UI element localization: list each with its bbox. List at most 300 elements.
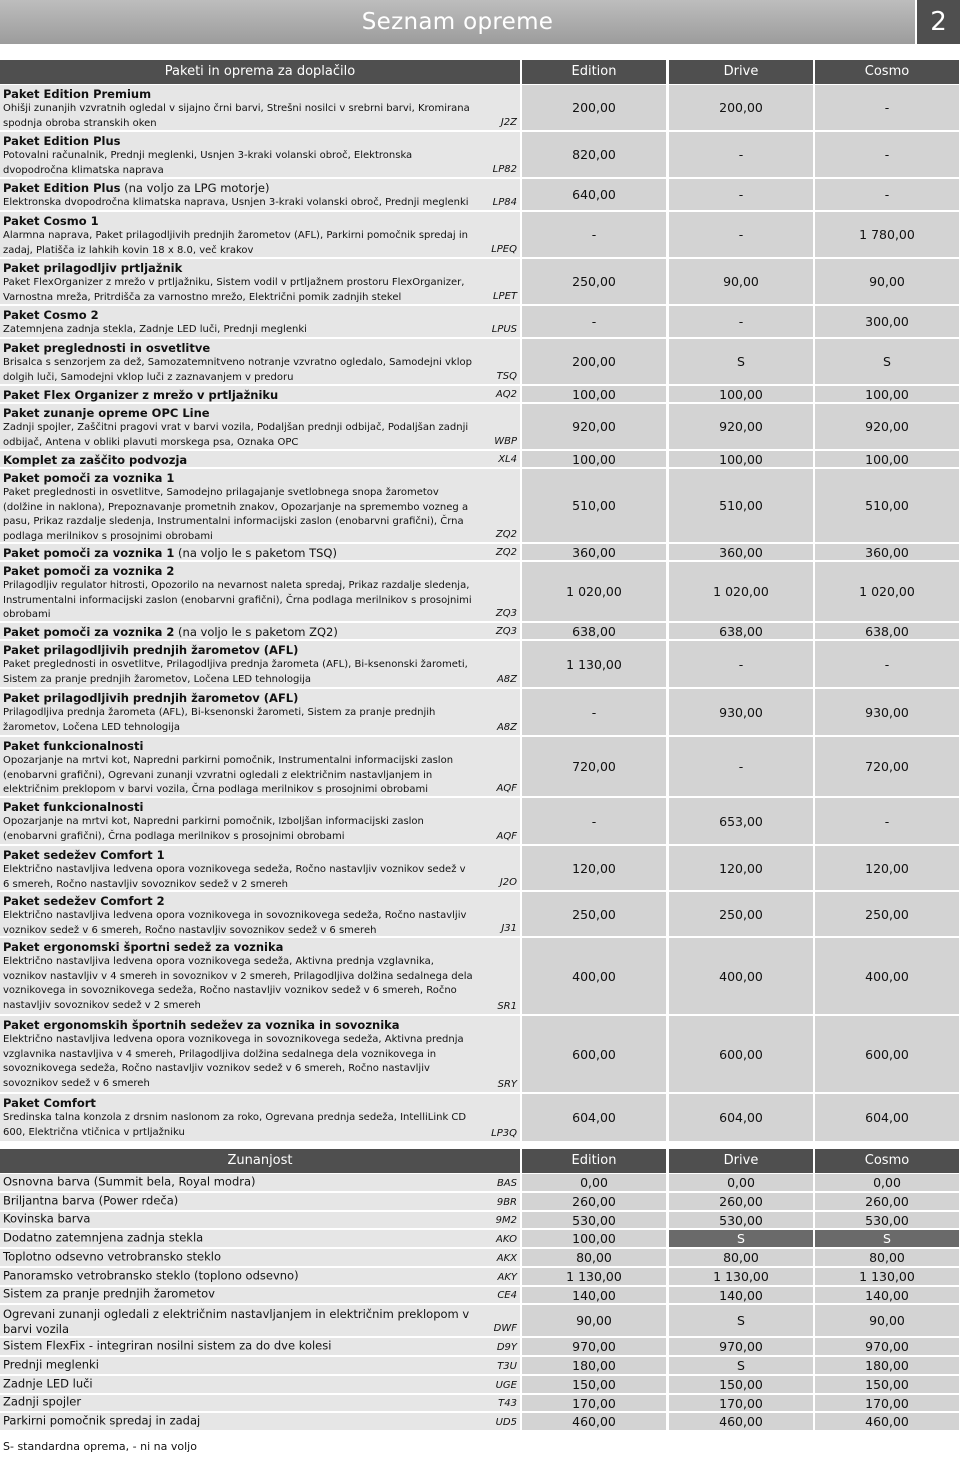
package-description-cell <box>0 737 520 796</box>
package-option-code: LP3Q <box>491 1128 517 1139</box>
package-option-code: J2O <box>499 877 517 888</box>
package-description-cell <box>0 339 520 384</box>
exterior-price-drive: S <box>669 1305 813 1336</box>
package-description-cell <box>0 689 520 735</box>
exterior-price-edition: 90,00 <box>522 1305 666 1336</box>
package-name: Paket Edition Premium <box>3 87 152 101</box>
exterior-row <box>0 1174 960 1191</box>
package-prices <box>522 1094 960 1141</box>
package-option-code: AQF <box>496 783 517 794</box>
package-price-cosmo: 400,00 <box>815 938 959 1014</box>
package-price-edition: 604,00 <box>522 1094 666 1141</box>
package-name: Paket pomoči za voznika 1 (na voljo le s paketom TSQ) <box>3 546 337 560</box>
package-price-edition: 360,00 <box>522 544 666 560</box>
package-price-drive: 250,00 <box>669 892 813 936</box>
exterior-header-bar <box>0 1149 520 1173</box>
package-option-code: ZQ2 <box>495 529 517 540</box>
exterior-description-cell <box>0 1395 520 1411</box>
exterior-col-cosmo: Cosmo <box>815 1149 959 1173</box>
package-description-cell <box>0 938 520 1014</box>
package-name: Paket pomoči za voznika 2 (na voljo le s paketom ZQ2) <box>3 625 338 639</box>
package-option-code: J2Z <box>500 117 517 128</box>
package-description: Ohišji zunanjih vzvratnih ogledal v sijajno črni barvi, Strešni nosilci v srebrni barvi, Kromirana spodnja obroba stranskih oken <box>3 103 470 129</box>
exterior-description-cell <box>0 1305 520 1336</box>
exterior-row <box>0 1338 960 1355</box>
package-name: Paket sedežev Comfort 1 <box>3 848 165 862</box>
package-description-cell <box>0 1094 520 1141</box>
package-prices <box>522 339 960 384</box>
exterior-section-title: Zunanjost <box>227 1153 293 1168</box>
package-price-drive: - <box>669 212 813 257</box>
package-price-edition: 400,00 <box>522 938 666 1014</box>
package-option-code: AQF <box>496 831 517 842</box>
package-row <box>0 212 960 257</box>
package-price-cosmo: S <box>815 339 959 384</box>
package-description-cell <box>0 386 520 402</box>
package-price-cosmo: 930,00 <box>815 689 959 735</box>
package-description: Paket FlexOrganizer z mrežo v prtljažniku, Sistem vodil v prtljažnem prostoru FlexOrganizer, Varnostna mreža, Pritrdišča za varnostno mrežo, Električni pomik zadnjih stekel <box>3 277 465 303</box>
package-option-code: ZQ3 <box>495 608 517 619</box>
exterior-description-cell <box>0 1230 520 1247</box>
packages-col-cosmo: Cosmo <box>815 60 959 84</box>
page-title: Seznam opreme <box>361 9 554 35</box>
exterior-price-edition: 0,00 <box>522 1174 666 1191</box>
package-description: Prilagodljiva prednja žarometa (AFL), Bi-ksenonski žarometi, Sistem za pranje prednjih žarometov, Ločena LED tehnologija <box>3 707 436 733</box>
exterior-row <box>0 1193 960 1210</box>
package-price-edition: 200,00 <box>522 85 666 130</box>
package-row <box>0 798 960 844</box>
exterior-price-drive: 140,00 <box>669 1287 813 1303</box>
exterior-name: Prednji meglenki <box>3 1357 99 1372</box>
exterior-price-cosmo: 180,00 <box>815 1357 959 1374</box>
package-description: Brisalca s senzorjem za dež, Samozatemnitveno notranje vzvratno ogledalo, Samodejni vklop dolgih luči, Samodejni vklop luči z zaznavanjem v predoru <box>3 357 472 383</box>
package-row <box>0 1016 960 1092</box>
package-row <box>0 386 960 402</box>
exterior-name: Sistem za pranje prednjih žarometov <box>3 1287 215 1301</box>
package-price-drive: 100,00 <box>669 386 813 402</box>
exterior-price-drive: 1 130,00 <box>669 1268 813 1285</box>
exterior-description-cell <box>0 1212 520 1228</box>
exterior-name: Dodatno zatemnjena zadnja stekla <box>3 1230 204 1245</box>
exterior-price-cosmo: 260,00 <box>815 1193 959 1210</box>
package-price-edition: 920,00 <box>522 404 666 449</box>
package-price-edition: 1 020,00 <box>522 562 666 621</box>
exterior-prices <box>522 1268 960 1285</box>
page-header <box>0 0 960 44</box>
exterior-prices <box>522 1249 960 1266</box>
package-option-code: LP84 <box>492 197 517 208</box>
package-option-code: LPEQ <box>491 244 517 255</box>
package-price-drive: 510,00 <box>669 469 813 542</box>
package-price-edition: 638,00 <box>522 623 666 639</box>
exterior-prices <box>522 1376 960 1393</box>
exterior-description-cell <box>0 1268 520 1285</box>
exterior-description-cell <box>0 1338 520 1355</box>
exterior-name: Zadnji spojler <box>3 1395 82 1409</box>
exterior-price-drive: 150,00 <box>669 1376 813 1393</box>
package-option-code: LPUS <box>491 324 517 335</box>
package-name: Paket Flex Organizer z mrežo v prtljažniku <box>3 388 279 402</box>
package-description: Zatemnjena zadnja stekla, Zadnje LED luči, Prednji meglenki <box>3 324 307 335</box>
exterior-price-edition: 100,00 <box>522 1230 666 1247</box>
exterior-name: Kovinska barva <box>3 1212 91 1226</box>
package-price-edition: 820,00 <box>522 132 666 177</box>
package-prices <box>522 451 960 467</box>
package-price-cosmo: - <box>815 798 959 844</box>
package-description-cell <box>0 259 520 304</box>
exterior-prices <box>522 1357 960 1374</box>
package-row <box>0 85 960 130</box>
exterior-row <box>0 1287 960 1303</box>
exterior-option-code: UGE <box>495 1380 517 1391</box>
package-name: Paket funkcionalnosti <box>3 800 144 814</box>
package-description-cell <box>0 892 520 936</box>
package-price-edition: 100,00 <box>522 386 666 402</box>
package-name: Paket Edition Plus <box>3 134 121 148</box>
package-name: Paket prilagodljiv prtljažnik <box>3 261 183 275</box>
exterior-option-code: UD5 <box>495 1417 517 1428</box>
package-price-cosmo: 720,00 <box>815 737 959 796</box>
package-prices <box>522 404 960 449</box>
package-description-cell <box>0 469 520 542</box>
package-name-note: (na voljo le s paketom TSQ) <box>174 546 337 560</box>
exterior-name: Parkirni pomočnik spredaj in zadaj <box>3 1413 201 1428</box>
package-prices <box>522 737 960 796</box>
exterior-row <box>0 1305 960 1336</box>
package-option-code: J31 <box>501 923 517 934</box>
package-row <box>0 938 960 1014</box>
exterior-price-edition: 970,00 <box>522 1338 666 1355</box>
package-option-code: XL4 <box>498 454 517 465</box>
exterior-prices <box>522 1193 960 1210</box>
package-price-cosmo: 1 780,00 <box>815 212 959 257</box>
exterior-price-drive: 0,00 <box>669 1174 813 1191</box>
exterior-prices <box>522 1413 960 1430</box>
package-price-drive: S <box>669 339 813 384</box>
package-prices <box>522 132 960 177</box>
exterior-price-cosmo: 530,00 <box>815 1212 959 1228</box>
package-description: Paket preglednosti in osvetlitve, Samodejno prilagajanje svetlobnega snopa žarometov (dolžine in naklona), Prepoznavanje prometnih znakov, Opozarjanje na spremembo vozneg a pasu, Prikaz razdalje sledenja, Instrumentalni informacijski zaslon (enobarvni grafični), Črna podlaga merilnikov s prosojnimi obrobami <box>3 487 469 542</box>
package-prices <box>522 641 960 687</box>
exterior-name: Panoramsko vetrobransko steklo (toplono odsevno) <box>3 1268 299 1283</box>
package-name: Paket prilagodljivih prednjih žarometov (AFL) <box>3 643 299 657</box>
package-row <box>0 562 960 621</box>
package-description: Električno nastavljiva ledvena opora voznikovega in sovoznikovega sedeža, Ročno nastavljiv voznikov sedež v 6 smereh, Ročno nastavljiv sovoznikov sedež v 6 smereh <box>3 910 467 936</box>
exterior-price-drive: S <box>669 1357 813 1374</box>
exterior-price-cosmo: 140,00 <box>815 1287 959 1303</box>
package-row <box>0 1094 960 1141</box>
packages-col-edition: Edition <box>522 60 666 84</box>
package-price-edition: 120,00 <box>522 846 666 890</box>
exterior-price-cosmo: 970,00 <box>815 1338 959 1355</box>
exterior-option-code: 9BR <box>496 1197 517 1208</box>
exterior-price-edition: 1 130,00 <box>522 1268 666 1285</box>
package-description: Opozarjanje na mrtvi kot, Napredni parkirni pomočnik, Izboljšan informacijski zaslon (enobarvni grafični), Črna podlaga merilnikov s prosojnimi obrobami <box>3 816 424 842</box>
exterior-option-code: 9M2 <box>495 1215 517 1226</box>
package-description-cell <box>0 562 520 621</box>
package-price-edition: 600,00 <box>522 1016 666 1092</box>
exterior-price-edition: 150,00 <box>522 1376 666 1393</box>
exterior-row <box>0 1413 960 1430</box>
package-price-edition: - <box>522 212 666 257</box>
exterior-price-cosmo: 1 130,00 <box>815 1268 959 1285</box>
package-prices <box>522 562 960 621</box>
package-prices <box>522 846 960 890</box>
exterior-option-code: BAS <box>496 1178 517 1189</box>
exterior-prices <box>522 1174 960 1191</box>
package-name: Paket zunanje opreme OPC Line <box>3 406 210 420</box>
package-name: Paket Cosmo 2 <box>3 308 99 322</box>
package-price-cosmo: 638,00 <box>815 623 959 639</box>
page-number: 2 <box>917 0 960 44</box>
package-price-edition: 250,00 <box>522 259 666 304</box>
package-price-cosmo: - <box>815 132 959 177</box>
exterior-price-drive: S <box>669 1230 813 1247</box>
exterior-row <box>0 1376 960 1393</box>
package-price-edition: 640,00 <box>522 179 666 210</box>
exterior-name: Zadnje LED luči <box>3 1376 93 1391</box>
package-description-cell <box>0 641 520 687</box>
package-price-cosmo: 600,00 <box>815 1016 959 1092</box>
exterior-row <box>0 1268 960 1285</box>
package-option-code: ZQ2 <box>495 547 517 558</box>
package-price-edition: - <box>522 798 666 844</box>
exterior-row <box>0 1357 960 1374</box>
package-description: Opozarjanje na mrtvi kot, Napredni parkirni pomočnik, Instrumentalni informacijski zaslon (enobarvni grafični), Ogrevani zunanji vzvratni ogledali z električnim nastavljanjem in električnim preklopom v barvi vozila, Črna podlaga merilnikov s prosojnimi obrobami <box>3 755 454 796</box>
package-price-drive: - <box>669 737 813 796</box>
package-description: Prilagodljiv regulator hitrosti, Opozorilo na nevarnost naleta spredaj, Prikaz razdalje sledenja, Instrumentalni informacijski zaslon (enobarvni grafični), Črna podlaga merilnikov s prosojnimi obrobami <box>3 580 472 621</box>
exterior-description-cell <box>0 1287 520 1303</box>
package-option-code: TSQ <box>496 371 517 382</box>
package-price-edition: 100,00 <box>522 451 666 467</box>
package-price-drive: 920,00 <box>669 404 813 449</box>
package-price-drive: 604,00 <box>669 1094 813 1141</box>
package-price-drive: - <box>669 132 813 177</box>
package-description-cell <box>0 179 520 210</box>
package-prices <box>522 306 960 337</box>
exterior-price-edition: 170,00 <box>522 1395 666 1411</box>
package-row <box>0 892 960 936</box>
package-name: Paket pomoči za voznika 1 <box>3 471 175 485</box>
exterior-price-cosmo: 150,00 <box>815 1376 959 1393</box>
exterior-price-edition: 460,00 <box>522 1413 666 1430</box>
package-price-drive: 100,00 <box>669 451 813 467</box>
package-price-cosmo: 90,00 <box>815 259 959 304</box>
package-row <box>0 451 960 467</box>
package-description-cell <box>0 404 520 449</box>
package-row <box>0 259 960 304</box>
exterior-option-code: D9Y <box>496 1342 517 1353</box>
package-price-edition: 1 130,00 <box>522 641 666 687</box>
package-row <box>0 737 960 796</box>
exterior-description-cell <box>0 1357 520 1374</box>
package-description-cell <box>0 846 520 890</box>
exterior-description-cell <box>0 1193 520 1210</box>
exterior-option-code: AKO <box>495 1234 517 1245</box>
exterior-row <box>0 1212 960 1228</box>
package-description: Elektronska dvopodročna klimatska naprava, Usnjen 3-kraki volanski obroč, Prednji meglenki <box>3 197 469 208</box>
exterior-option-code: DWF <box>493 1323 517 1334</box>
package-description: Električno nastavljiva ledvena opora voznikovega sedeža, Ročno nastavljiv voznikov sedež v 6 smereh, Ročno nastavljiv sovoznikov sedež v 2 smereh <box>3 864 466 890</box>
package-price-drive: - <box>669 641 813 687</box>
package-name: Paket ergonomskih športnih sedežev za voznika in sovoznika <box>3 1018 400 1032</box>
package-price-cosmo: - <box>815 179 959 210</box>
package-name: Paket sedežev Comfort 2 <box>3 894 165 908</box>
package-price-drive: 638,00 <box>669 623 813 639</box>
package-description-cell <box>0 132 520 177</box>
exterior-price-drive: 460,00 <box>669 1413 813 1430</box>
package-name-note: (na voljo le s paketom ZQ2) <box>174 625 338 639</box>
exterior-price-cosmo: 170,00 <box>815 1395 959 1411</box>
package-description: Paket preglednosti in osvetlitve, Prilagodljiva prednja žarometa (AFL), Bi-ksenonski žarometi, Sistem za pranje prednjih žarometov, Ločena LED tehnologija <box>3 659 468 685</box>
exterior-price-cosmo: 90,00 <box>815 1305 959 1336</box>
exterior-description-cell <box>0 1376 520 1393</box>
package-description: Sredinska talna konzola z drsnim naslonom za roko, Ogrevana prednja sedeža, IntelliLink CD 600, Električna vtičnica v prtljažniku <box>3 1112 467 1138</box>
package-prices <box>522 798 960 844</box>
package-prices <box>522 544 960 560</box>
package-price-cosmo: 1 020,00 <box>815 562 959 621</box>
package-price-drive: 1 020,00 <box>669 562 813 621</box>
exterior-price-drive: 970,00 <box>669 1338 813 1355</box>
packages-section-title: Paketi in oprema za doplačilo <box>164 64 356 79</box>
exterior-price-cosmo: 460,00 <box>815 1413 959 1430</box>
footnote: S- standardna oprema, - ni na voljo <box>3 1440 197 1453</box>
package-price-edition: 510,00 <box>522 469 666 542</box>
package-name: Paket Cosmo 1 <box>3 214 99 228</box>
exterior-option-code: AKX <box>496 1253 517 1264</box>
package-price-cosmo: 604,00 <box>815 1094 959 1141</box>
package-prices <box>522 179 960 210</box>
exterior-name: Osnovna barva (Summit bela, Royal modra) <box>3 1174 256 1189</box>
package-name: Paket Comfort <box>3 1096 96 1110</box>
exterior-col-edition: Edition <box>522 1149 666 1173</box>
package-row <box>0 404 960 449</box>
package-description: Električno nastavljiva ledvena opora voznikovega sedeža, Aktivna prednja vzglavnika, voznikov nastavljiv v 4 smereh in sovoznikov v 2 smereh, Prilagodljiva dolžina sedalnega dela voznikovega in sovoznikovega sedeža, Ročno nastavljiv voznikov sedež v 6 smereh, Ročno nastavljiv sovoznikov sedež v 2 smereh <box>3 956 473 1011</box>
exterior-prices <box>522 1287 960 1303</box>
exterior-description-cell <box>0 1174 520 1191</box>
exterior-name: Sistem FlexFix - integriran nosilni sistem za do dve kolesi <box>3 1338 332 1353</box>
package-description-cell <box>0 212 520 257</box>
exterior-price-drive: 170,00 <box>669 1395 813 1411</box>
package-price-drive: - <box>669 179 813 210</box>
package-price-drive: - <box>669 306 813 337</box>
package-name-note: (na voljo za LPG motorje) <box>120 181 270 195</box>
exterior-price-edition: 530,00 <box>522 1212 666 1228</box>
exterior-description-cell <box>0 1249 520 1266</box>
package-description-cell <box>0 544 520 560</box>
package-option-code: LPET <box>492 291 517 302</box>
exterior-price-drive: 530,00 <box>669 1212 813 1228</box>
package-name: Paket pomoči za voznika 2 <box>3 564 175 578</box>
package-prices <box>522 469 960 542</box>
package-price-edition: - <box>522 306 666 337</box>
package-description-cell <box>0 798 520 844</box>
exterior-price-cosmo: 0,00 <box>815 1174 959 1191</box>
exterior-price-edition: 80,00 <box>522 1249 666 1266</box>
exterior-prices <box>522 1338 960 1355</box>
exterior-row <box>0 1230 960 1247</box>
package-row <box>0 689 960 735</box>
package-price-edition: - <box>522 689 666 735</box>
package-description: Potovalni računalnik, Prednji meglenki, Usnjen 3-kraki volanski obroč, Elektronska dvopodročna klimatska naprava <box>3 150 413 176</box>
package-name: Komplet za zaščito podvozja <box>3 453 188 467</box>
package-price-drive: 653,00 <box>669 798 813 844</box>
package-price-cosmo: 100,00 <box>815 451 959 467</box>
package-name: Paket Edition Plus (na voljo za LPG motorje) <box>3 181 270 195</box>
package-price-edition: 250,00 <box>522 892 666 936</box>
package-option-code: SRY <box>497 1079 517 1090</box>
package-name: Paket ergonomski športni sedež za voznika <box>3 940 284 954</box>
package-option-code: A8Z <box>496 722 517 733</box>
package-option-code: AQ2 <box>495 389 517 400</box>
package-option-code: LP82 <box>492 164 517 175</box>
package-price-cosmo: 510,00 <box>815 469 959 542</box>
package-price-cosmo: 120,00 <box>815 846 959 890</box>
exterior-price-drive: 80,00 <box>669 1249 813 1266</box>
exterior-price-edition: 140,00 <box>522 1287 666 1303</box>
exterior-price-cosmo: 80,00 <box>815 1249 959 1266</box>
packages-header-bar <box>0 60 520 84</box>
package-option-code: SR1 <box>497 1001 517 1012</box>
package-row <box>0 306 960 337</box>
package-price-cosmo: 360,00 <box>815 544 959 560</box>
package-price-cosmo: 300,00 <box>815 306 959 337</box>
package-price-edition: 720,00 <box>522 737 666 796</box>
package-row <box>0 846 960 890</box>
exterior-option-code: T3U <box>497 1361 517 1372</box>
package-row <box>0 179 960 210</box>
package-price-cosmo: 100,00 <box>815 386 959 402</box>
package-prices <box>522 689 960 735</box>
exterior-description-cell <box>0 1413 520 1430</box>
package-name: Paket preglednosti in osvetlitve <box>3 341 211 355</box>
package-description-cell <box>0 1016 520 1092</box>
package-price-drive: 930,00 <box>669 689 813 735</box>
package-row <box>0 623 960 639</box>
exterior-prices <box>522 1395 960 1411</box>
package-prices <box>522 892 960 936</box>
exterior-option-code: CE4 <box>497 1290 517 1301</box>
exterior-price-edition: 260,00 <box>522 1193 666 1210</box>
package-description: Zadnji spojler, Zaščitni pragovi vrat v barvi vozila, Podaljšan prednji odbijač, Podaljšan zadnji odbijač, Antena v obliki plavuti morskega psa, Oznaka OPC <box>3 422 469 448</box>
package-row <box>0 339 960 384</box>
package-price-cosmo: - <box>815 85 959 130</box>
package-description-cell <box>0 306 520 337</box>
packages-col-drive: Drive <box>669 60 813 84</box>
exterior-name: Briljantna barva (Power rdeča) <box>3 1193 179 1208</box>
exterior-name: Toplotno odsevno vetrobransko steklo <box>3 1249 221 1264</box>
package-price-cosmo: - <box>815 641 959 687</box>
package-price-cosmo: 250,00 <box>815 892 959 936</box>
package-prices <box>522 212 960 257</box>
package-prices <box>522 85 960 130</box>
package-description-cell <box>0 451 520 467</box>
package-price-drive: 400,00 <box>669 938 813 1014</box>
package-price-drive: 360,00 <box>669 544 813 560</box>
package-prices <box>522 623 960 639</box>
package-price-cosmo: 920,00 <box>815 404 959 449</box>
package-price-edition: 200,00 <box>522 339 666 384</box>
package-row <box>0 132 960 177</box>
package-option-code: ZQ3 <box>495 626 517 637</box>
package-name: Paket funkcionalnosti <box>3 739 144 753</box>
package-price-drive: 90,00 <box>669 259 813 304</box>
exterior-name: Ogrevani zunanji ogledali z električnim nastavljanjem in električnim preklopom v barvi vozila <box>3 1307 470 1336</box>
exterior-row <box>0 1395 960 1411</box>
package-option-code: WBP <box>494 436 517 447</box>
package-row <box>0 641 960 687</box>
package-row <box>0 469 960 542</box>
